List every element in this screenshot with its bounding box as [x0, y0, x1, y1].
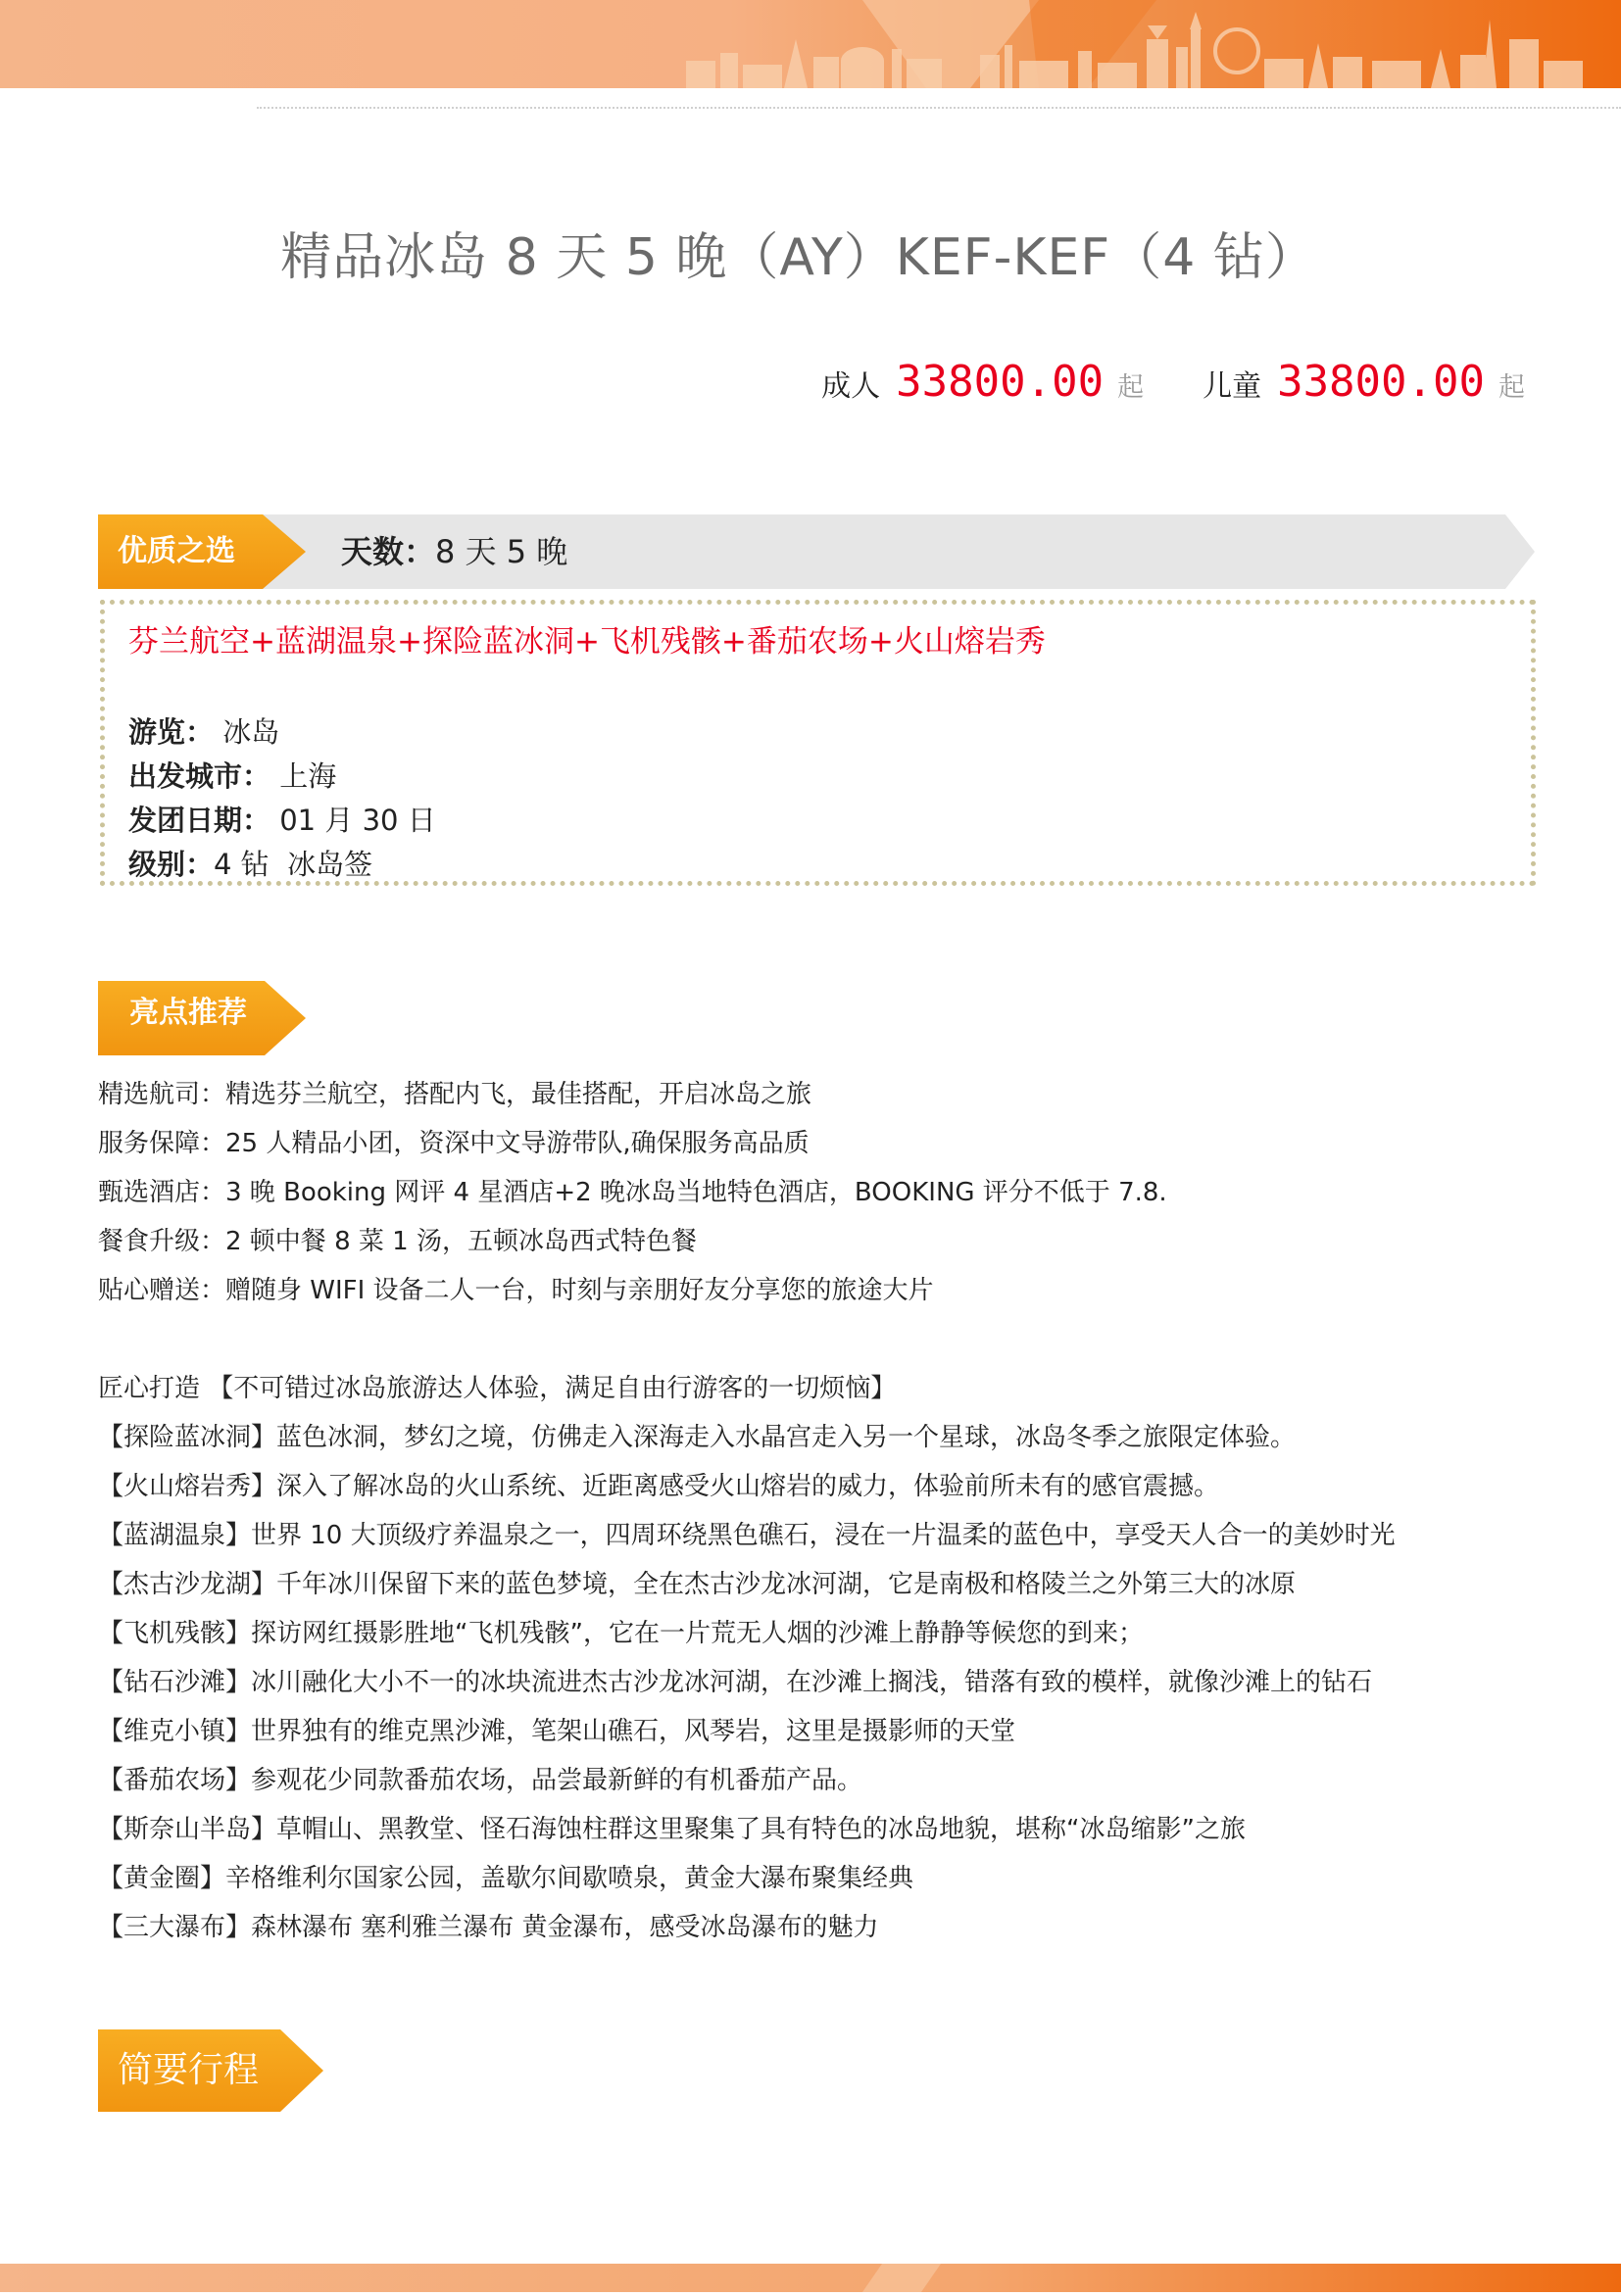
city-line [128, 755, 336, 795]
adult-price-value: 33800.00 [896, 357, 1105, 407]
experience-line: 【黄金圈】辛格维利尔国家公园，盖歇尔间歇喷泉，黄金大瀑布聚集经典 [98, 1864, 914, 1893]
experience-line: 【番茄农场】参观花少同款番茄农场，品尝最新鲜的有机番茄产品。 [98, 1766, 863, 1795]
adult-price-unit: 起 [1117, 372, 1145, 403]
days-value: 8 天 5 晚 [435, 533, 568, 570]
date-key: 发团日期： [128, 804, 271, 837]
banner-graphic [0, 0, 1621, 88]
date-value: 01 月 30 日 [279, 804, 436, 837]
experience-line: 【蓝湖温泉】世界 10 大顶级疗养温泉之一，四周环绕黑色礁石，浸在一片温柔的蓝色中，享受天人合一的美妙时光 [98, 1521, 1396, 1550]
craft-title: 匠心打造 【不可错过冰岛旅游达人体验，满足自由行游客的一切烦恼】 [98, 1374, 897, 1403]
highlights-badge-label: 亮点推荐 [129, 996, 247, 1030]
itinerary-badge-label: 简要行程 [118, 2050, 260, 2090]
top-banner [0, 0, 1621, 88]
level-line [128, 843, 372, 883]
days-info [341, 514, 567, 589]
level-value: 4 钻 冰岛签 [214, 848, 373, 881]
experience-line: 【杰古沙龙湖】千年冰川保留下来的蓝色梦境，全在杰古沙龙冰河湖，它是南极和格陵兰之外第三大的冰原 [98, 1570, 1297, 1599]
city-key: 出发城市： [128, 759, 271, 793]
info-bar-graphic [98, 514, 1535, 589]
price-row [821, 357, 1525, 407]
route-summary: 芬兰航空+蓝湖温泉+探险蓝冰洞+飞机残骸+番茄农场+火山熔岩秀 [128, 624, 1046, 659]
experience-line: 【飞机残骸】探访网红摄影胜地“飞机残骸”，它在一片荒无人烟的沙滩上静静等候您的到来； [98, 1619, 1144, 1648]
highlight-line: 精选航司：精选芬兰航空，搭配内飞，最佳搭配，开启冰岛之旅 [98, 1080, 812, 1109]
adult-price-label: 成人 [821, 369, 881, 404]
highlights-badge [98, 981, 308, 1055]
experience-line: 【钻石沙滩】冰川融化大小不一的冰块流进杰古沙龙冰河湖，在沙滩上搁浅，错落有致的模样，就像沙滩上的钻石 [98, 1668, 1373, 1697]
page-title: 精品冰岛 8 天 5 晚（AY）KEF-KEF（4 钻） [280, 228, 1317, 287]
bottom-bar [0, 2264, 1621, 2292]
child-price-value: 33800.00 [1277, 357, 1485, 407]
experience-line: 【维克小镇】世界独有的维克黑沙滩，笔架山礁石，风琴岩，这里是摄影师的天堂 [98, 1717, 1016, 1746]
highlight-line: 甄选酒店：3 晚 Booking 网评 4 星酒店+2 晚冰岛当地特色酒店，BOOKING 评分不低于 7.8. [98, 1178, 1167, 1207]
itinerary-badge [98, 2029, 325, 2112]
tour-line [128, 710, 279, 751]
experience-line: 【三大瀑布】森林瀑布 塞利雅兰瀑布 黄金瀑布，感受冰岛瀑布的魅力 [98, 1913, 879, 1942]
experience-line: 【火山熔岩秀】深入了解冰岛的火山系统、近距离感受火山熔岩的威力，体验前所未有的感官震撼。 [98, 1472, 1220, 1501]
child-price-label: 儿童 [1203, 369, 1262, 404]
tour-value: 冰岛 [222, 715, 280, 749]
experience-line: 【探险蓝冰洞】蓝色冰洞，梦幻之境，仿佛走入深海走入水晶宫走入另一个星球，冰岛冬季之旅限定体验。 [98, 1423, 1297, 1452]
days-key: 天数： [341, 533, 436, 570]
level-key: 级别： [128, 848, 215, 881]
info-bar [98, 514, 1535, 589]
city-value: 上海 [279, 759, 337, 793]
highlight-line: 餐食升级：2 顿中餐 8 菜 1 汤，五顿冰岛西式特色餐 [98, 1227, 697, 1256]
child-price-unit: 起 [1498, 372, 1525, 403]
top-divider [257, 107, 1621, 109]
info-box [100, 600, 1536, 886]
tour-key: 游览： [128, 715, 215, 749]
info-badge: 优质之选 [118, 534, 235, 568]
highlight-line: 服务保障：25 人精品小团，资深中文导游带队,确保服务高品质 [98, 1129, 810, 1158]
date-line [128, 799, 436, 839]
highlight-line: 贴心赠送：赠随身 WIFI 设备二人一台，时刻与亲朋好友分享您的旅途大片 [98, 1276, 934, 1305]
experience-line: 【斯奈山半岛】草帽山、黑教堂、怪石海蚀柱群这里聚集了具有特色的冰岛地貌，堪称“冰岛缩影”之旅 [98, 1815, 1246, 1844]
